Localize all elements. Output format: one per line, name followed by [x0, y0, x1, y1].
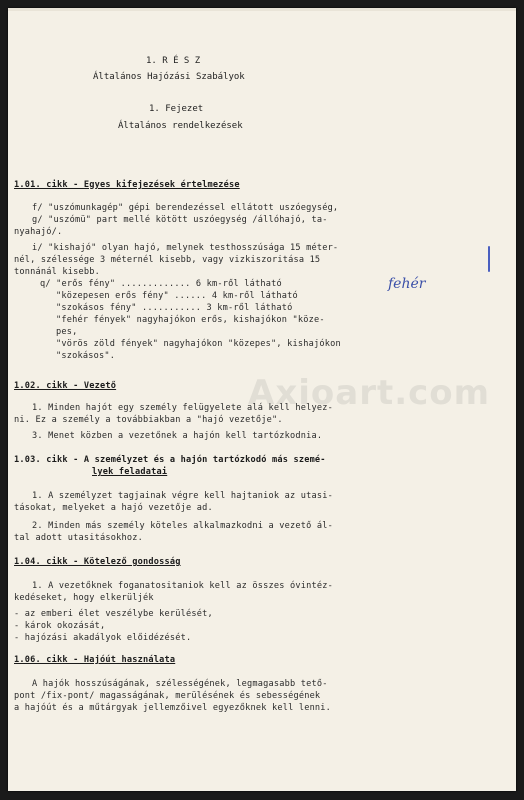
- section-heading: 1.01. cikk - Egyes kifejezések értelmezése: [14, 180, 240, 190]
- text-line: f/ "uszómunkagép" gépi berendezéssel ellátott uszóegység,: [32, 203, 339, 213]
- list-item: - hajózási akadályok előidézését.: [14, 633, 192, 643]
- chapter-title: Általános rendelkezések: [118, 121, 243, 131]
- text-line: tásokat, melyeket a hajó vezetője ad.: [14, 503, 213, 513]
- list-item: - károk okozását,: [14, 621, 106, 631]
- text-line: 1. Minden hajót egy személy felügyelete alá kell helyez-: [32, 403, 333, 413]
- watermark: Axioart.com: [248, 373, 491, 413]
- list-item: - az emberi élet veszélybe kerülését,: [14, 609, 213, 619]
- text-line: tonnánál kisebb.: [14, 267, 100, 277]
- text-line: "szokásos".: [56, 351, 116, 361]
- handwritten-note: fehér: [388, 276, 426, 292]
- section-heading: 1.06. cikk - Hajóút használata: [14, 655, 176, 665]
- text-line: "fehér fények" nagyhajókon erős, kishajókon "köze-: [56, 315, 325, 325]
- text-line: "vörös zöld fények" nagyhajókon "közepes", kishajókon: [56, 339, 341, 349]
- text-line: g/ "uszómü" part mellé kötött uszóegység /állóhajó, ta-: [32, 215, 328, 225]
- text-line: i/ "kishajó" olyan hajó, melynek testhosszúsága 15 méter-: [32, 243, 339, 253]
- margin-mark: [488, 246, 490, 272]
- text-line: nyahajó/.: [14, 227, 63, 237]
- text-line: 1. A vezetőknek foganatositaniok kell az összes óvintéz-: [32, 581, 333, 591]
- text-line: nél, szélessége 3 méternél kisebb, vagy vizkiszoritása 15: [14, 255, 321, 265]
- text-line: 3. Menet közben a vezetőnek a hajón kell tartózkodnia.: [32, 431, 323, 441]
- text-line: pes,: [56, 327, 78, 337]
- text-line: tal adott utasitásokhoz.: [14, 533, 143, 543]
- text-line: pont /fix-pont/ magasságának, merülésének és sebességének: [14, 691, 321, 701]
- text-line: 1. A személyzet tagjainak végre kell hajtaniok az utasi-: [32, 491, 333, 501]
- text-line: 2. Minden más személy köteles alkalmazkodni a vezető ál-: [32, 521, 333, 531]
- text-line: kedéseket, hogy elkerüljék: [14, 593, 154, 603]
- text-line: A hajók hosszúságának, szélességének, legmagasabb tető-: [32, 679, 328, 689]
- part-heading: 1. R É S Z: [146, 56, 201, 66]
- text-line: ni. Ez a személy a továbbiakban a "hajó vezetője".: [14, 415, 283, 425]
- text-line: q/ "erős fény" ............. 6 km-ről látható: [40, 279, 282, 289]
- section-heading-cont: lyek feladatai: [92, 467, 168, 477]
- document-page: [8, 8, 516, 791]
- section-heading: 1.03. cikk - A személyzet és a hajón tartózkodó más szemé-: [14, 455, 326, 465]
- chapter-heading: 1. Fejezet: [149, 104, 204, 114]
- text-line: "szokásos fény" ........... 3 km-ről látható: [56, 303, 293, 313]
- text-line: "közepesen erős fény" ...... 4 km-ről látható: [56, 291, 298, 301]
- part-title: Általános Hajózási Szabályok: [93, 72, 245, 82]
- section-heading: 1.02. cikk - Vezető: [14, 381, 117, 391]
- text-line: a hajóút és a műtárgyak jellemzőivel egyezőknek kell lenni.: [14, 703, 332, 713]
- section-heading: 1.04. cikk - Kötelező gondosság: [14, 557, 181, 567]
